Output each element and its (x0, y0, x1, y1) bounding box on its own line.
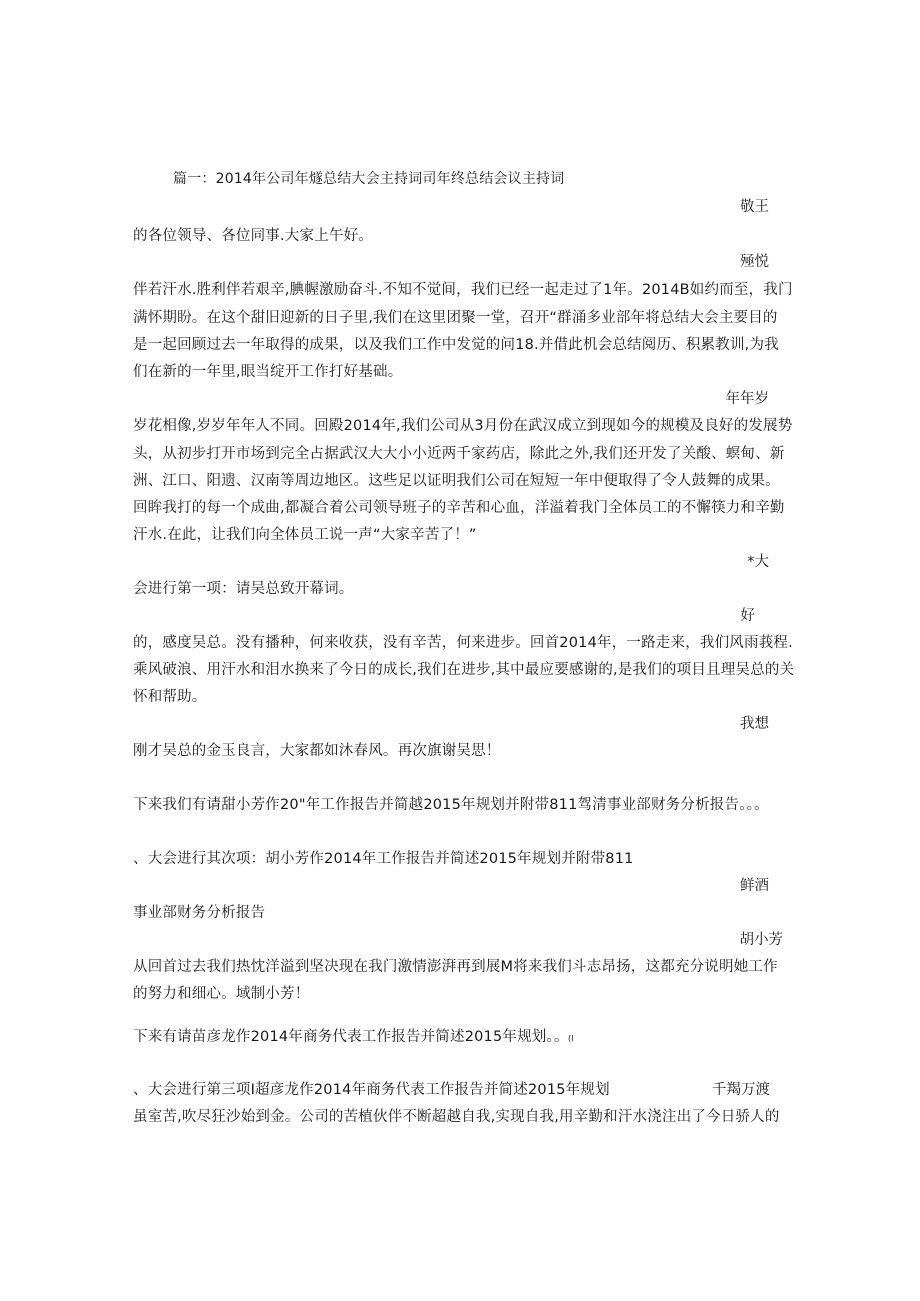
text-line: 满怀期盼。在这个甜旧迎新的日子里,我们在这里团聚一堂，召开“群涌多业部年将总结大会主要目的 (133, 310, 778, 326)
text-line: 下来有请苗彦龙作2014年商务代表工作报告并简述2015年规划。。 (133, 1029, 569, 1045)
text-fragment: 我想 (740, 716, 769, 732)
text-line: 岁花相像,岁岁年年人不同。回殿2014年,我们公司从3月份在武汉成立到现如今的规模及良好的发展势 (133, 418, 793, 434)
text-line: 汗水.在此，让我们向全体员工说一声“大家辛苦了！” (133, 527, 477, 543)
text-line: 头，从初步打开市场到完全占据武汉大大小小近两千家药店，除此之外,我们还开发了关酸、螟甸、新 (133, 446, 785, 462)
text-line: 洲、江口、阳遗、汉南等周边地区。这些足以证明我们公司在短短一年中便取得了令人鼓舞的成果。 (133, 473, 780, 489)
text-fragment: 鲜酒 (740, 878, 769, 894)
text-fragment: 年年岁 (725, 391, 769, 407)
text-line: 、大会进行第三项Ⅰ超彦龙作2014年商务代表工作报告并简述2015年规划 (133, 1082, 610, 1098)
text-fragment: 殛悦 (740, 254, 769, 270)
text-fragment: *大 (747, 554, 769, 570)
text-line: 虽室苦,吹尽狂沙始到金。公司的苦植伙伴不断超越自我,实现自我,用辛勤和汗水浇注出了今日骄人的 (133, 1109, 780, 1125)
text-line: 的努力和细心。域制小芳！ (133, 986, 310, 1002)
text-line: 、大会进行其次项：胡小芳作2014年工作报告并简述2015年规划并附带811 (133, 851, 634, 867)
stray-mark: (I (568, 1034, 574, 1043)
text-fragment: 好 (740, 608, 755, 624)
text-fragment: 敬王 (740, 199, 769, 215)
text-line: 刚才吴总的金玉良言，大家都如沐春风。再次旗谢吴思！ (133, 743, 501, 759)
text-line: 回眸我打的每一个成曲,都凝合着公司领导班子的辛苦和心血，洋溢着我门全体员工的不懈筷力和辛勤 (133, 500, 785, 516)
text-line: 事业部财务分析报告 (133, 905, 266, 921)
text-line: 的各位领导、各位同事.大家上午好。 (133, 228, 374, 244)
text-line: 下来我们有请甜小芳作20"年工作报告并简越2015年规划并附带811驾清事业部财务分析报告。。。 (133, 797, 769, 813)
text-line: 从回首过去我们热忱洋溢到坚决现在我门激情澎湃再到展M将来我们斗志昂扬，这都充分说明她工作 (133, 959, 778, 975)
text-line: 是一起回顾过去一年取得的成果，以及我们工作中发觉的问18.并借此机会总结阅历、积累教训,为我 (133, 337, 779, 353)
text-line: 伴若汗水.胜利伴若艰辛,腆幄激励奋斗.不知不觉间，我们已经一起走过了1年。2014B如约而至，我门 (133, 282, 793, 298)
text-line: 们在新的一年里,眼当绽开工作打好基础。 (133, 364, 403, 380)
text-fragment: 千羯万渡 (712, 1082, 770, 1098)
text-fragment: 胡小芳 (739, 932, 783, 948)
text-line: 的，感度吴总。没有播种，何来收获，没有辛苦，何来进步。回首2014年，一路走来，我们风雨莪程. (133, 635, 793, 651)
text-line: 乘风破浪、用汗水和泪水换来了今日的成长,我们在进步,其中最应要感谢的,是我们的项目且理吴总的关 (133, 662, 795, 678)
document-title: 篇一：2014年公司年燧总结大会主持词司年终总结会议主持词 (173, 171, 565, 187)
text-line: 怀和帮助。 (133, 689, 207, 705)
text-line: 会进行第一项：请吴总致开幕词。 (133, 581, 354, 597)
